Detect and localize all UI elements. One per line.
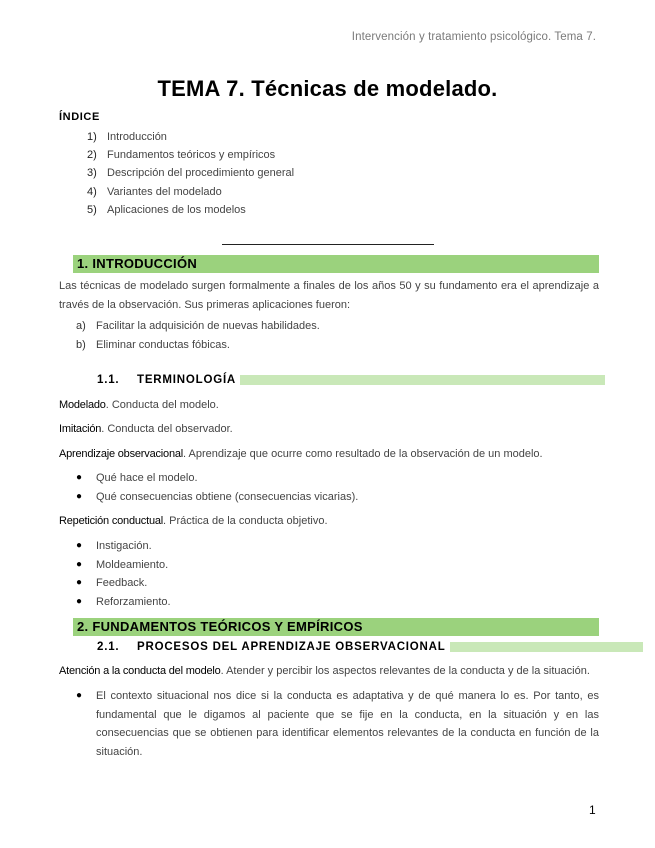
list-item: ● Instigación. [76, 540, 152, 552]
list-item: b) Eliminar conductas fóbicas. [76, 338, 230, 351]
page-title: TEMA 7. Técnicas de modelado. [157, 76, 498, 101]
index-item: 3) Descripción del procedimiento general [87, 167, 295, 180]
repeticion-bullets [76, 537, 599, 611]
list-item: ● Moldeamiento. [76, 558, 169, 571]
section-heading-introduccion: 1. INTRODUCCIÓN [73, 255, 599, 273]
aprendizaje-bullets [76, 469, 599, 506]
section-heading-fundamentos: 2. FUNDAMENTOS TEÓRICOS Y EMPÍRICOS [73, 618, 599, 636]
definition-repeticion: Repetición conductual. Práctica de la conducta objetivo. [59, 515, 328, 527]
index-item: 4) Variantes del modelado [87, 185, 222, 198]
page-number: 1 [589, 803, 596, 817]
section-divider [222, 244, 434, 245]
index-label: ÍNDICE [59, 111, 100, 123]
index-list [87, 131, 294, 222]
definition-imitacion: Imitación. Conducta del observador. [59, 423, 233, 435]
index-item: 2) Fundamentos teóricos y empíricos [87, 149, 276, 162]
definition-modelado: Modelado. Conducta del modelo. [59, 399, 219, 411]
subsection-fill [450, 642, 643, 652]
index-item: 1) Introducción [87, 131, 167, 143]
list-item: ● Reforzamiento. [76, 595, 171, 608]
definition-atencion: Atención a la conducta del modelo. Atender y percibir los aspectos relevantes de la conducta y de la situación. [59, 665, 590, 677]
list-item: ● Feedback. [76, 577, 148, 589]
definition-aprendizaje: Aprendizaje observacional. Aprendizaje que ocurre como resultado de la observación de un modelo. [59, 448, 543, 460]
list-item: ● Qué consecuencias obtiene (consecuencias vicarias). [76, 490, 359, 503]
list-item: ● Qué hace el modelo. [76, 472, 198, 484]
list-item: ● El contexto situacional nos dice si la conducta es adaptativa y de qué manera lo es. Por tanto, es fundamental que le digamos al paciente que se fije en la conducta, en la situación y en las consecuencias que se obtienen para identificar elementos relevantes de la conducta en función de la situación. [76, 690, 599, 758]
subsection-fill [240, 375, 605, 385]
subsection-heading-terminologia: 1.1. TERMINOLOGÍA [97, 374, 605, 386]
list-item: a) Facilitar la adquisición de nuevas habilidades. [76, 320, 320, 332]
atencion-bullets [76, 687, 599, 761]
intro-paragraph: Las técnicas de modelado surgen formalmente a finales de los años 50 y su fundamento era el aprendizaje a través de la observación. Sus primeras aplicaciones fueron: [59, 280, 599, 311]
index-item: 5) Aplicaciones de los modelos [87, 203, 246, 216]
running-header: Intervención y tratamiento psicológico. Tema 7. [351, 31, 596, 43]
applications-list [76, 320, 320, 357]
subsection-heading-procesos: 2.1. PROCESOS DEL APRENDIZAJE OBSERVACIONAL [97, 641, 643, 653]
